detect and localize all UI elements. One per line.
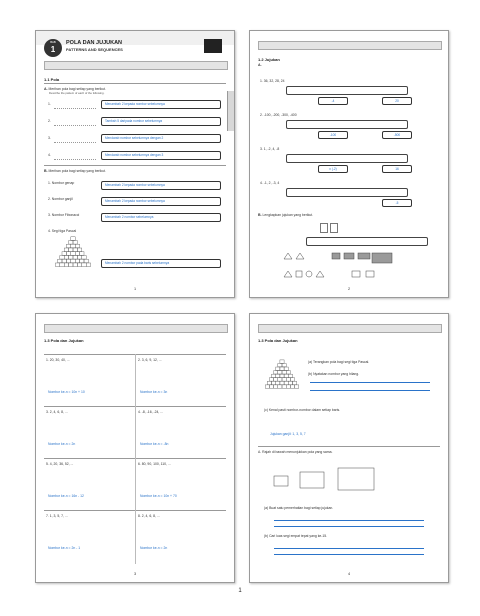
pascal-cell xyxy=(278,378,282,381)
pascal-cell xyxy=(80,259,84,263)
standard-tab-bar-3 xyxy=(44,324,228,333)
pola-box-1[interactable] xyxy=(286,86,408,95)
answer-box-pascal[interactable]: Menambah 2 nombor pada baris sebelumnya xyxy=(101,259,221,268)
seq-row-1: 1. 36, 32, 28, 24 xyxy=(260,79,285,83)
row-a-1-num: 1. xyxy=(48,102,51,106)
question-d-4: (a) Buat satu pemerhatian bagi setiap jujukan. xyxy=(264,506,334,510)
pascal-cell xyxy=(71,259,75,263)
pascal-cell xyxy=(71,252,75,256)
row-a-2-num: 2. xyxy=(48,119,51,123)
pascal-cell xyxy=(66,244,70,248)
question-e-4: (b) Cari luas segi empat tepat yang ke-15. xyxy=(264,534,328,538)
pascal-cell xyxy=(286,378,290,381)
pascal-cell xyxy=(69,248,73,252)
pascal-cell xyxy=(280,367,284,370)
pascal-cell xyxy=(269,378,273,381)
item-5-seq: 5. 4, 20, 36, 52, ... xyxy=(46,462,74,466)
pascal-cell xyxy=(276,381,280,384)
page-1-number: 1 xyxy=(133,287,137,291)
pascal-cell xyxy=(280,374,284,377)
pascal-cell xyxy=(274,385,278,388)
rectangles-figure xyxy=(270,464,430,498)
pascal-cell xyxy=(278,363,282,366)
item-5-ans[interactable]: Nombor ke-n = 16n - 12 xyxy=(48,494,84,498)
pascal-cell xyxy=(278,371,282,374)
pascal-cell xyxy=(71,244,75,248)
pascal-cell xyxy=(69,263,73,267)
answer-3b[interactable]: 16 xyxy=(382,165,412,173)
section-title: 1.1 Pola xyxy=(44,77,60,82)
answer-c-4[interactable]: Jujukan ganjil: 1, 3, 5, 7 xyxy=(270,432,306,436)
question-a2-4: A. Rajah di bawah menunjukkan pola yang sama. xyxy=(258,450,333,454)
item-4-seq: 4. -8, -16, -24, ... xyxy=(138,410,164,414)
pascal-cell xyxy=(77,248,81,252)
page-3 xyxy=(35,313,235,583)
pascal-cell xyxy=(286,385,290,388)
pascal-cell xyxy=(64,256,68,260)
pascal-cell xyxy=(60,263,64,267)
answer-box-a-2[interactable]: Tambah 5 daripada nombor sebelumnya xyxy=(101,117,221,126)
standard-tab-bar-4 xyxy=(258,324,442,333)
answer-box-a-1[interactable]: Menambah 2 kepada nombor sebelumnya xyxy=(101,100,221,109)
pascal-cell xyxy=(290,378,294,381)
pascal-cell xyxy=(286,371,290,374)
pascal-cell xyxy=(77,256,81,260)
pascal-cell xyxy=(282,385,286,388)
pascal-cell xyxy=(62,252,66,256)
item-2-ans[interactable]: Nombor ke-n = 3n xyxy=(140,390,168,394)
pascal-cell xyxy=(69,241,73,245)
pascal-cell xyxy=(276,367,280,370)
pascal-cell xyxy=(60,256,64,260)
pascal-triangle-figure xyxy=(52,235,94,271)
item-4-ans[interactable]: Nombor ke-n = -8n xyxy=(140,442,169,446)
pascal-cell xyxy=(269,385,273,388)
row-b-4: 4. Segi tiga Pascal xyxy=(48,229,77,233)
chapter-badge: BAB 1 xyxy=(44,39,62,57)
pascal-cell xyxy=(73,248,77,252)
pascal-cell xyxy=(86,263,90,267)
page-1 xyxy=(35,30,235,298)
item-1-seq: 1. 20, 30, 40, ... xyxy=(46,358,70,362)
item-7-ans[interactable]: Nombor ke-n = 2n - 1 xyxy=(48,546,81,550)
pascal-cell xyxy=(80,252,84,256)
answer-box-a-4[interactable]: Mendarab nombor sebelumnya dengan 3 xyxy=(101,151,221,160)
pascal-cell xyxy=(284,374,288,377)
blank-cell-1[interactable] xyxy=(320,223,328,233)
page-4-number: 4 xyxy=(347,572,351,576)
row-a-4-num: 4. xyxy=(48,153,51,157)
pascal-cell xyxy=(82,256,86,260)
pascal-cell xyxy=(284,367,288,370)
standard-tab-bar-2 xyxy=(258,41,442,50)
pascal-cell xyxy=(73,241,77,245)
standard-tab-bar xyxy=(44,61,228,70)
document-page-number: 1 xyxy=(238,588,242,594)
logo-icon xyxy=(204,39,222,53)
pascal-cell xyxy=(272,381,276,384)
page-2-number: 2 xyxy=(347,287,351,291)
pascal-cell xyxy=(77,263,81,267)
pascal-cell xyxy=(267,381,271,384)
seq-row-3: 3. 1, -2, 4, -8 xyxy=(260,147,280,151)
page-3-number: 3 xyxy=(133,572,137,576)
pascal-cell xyxy=(295,385,299,388)
answer-box-b-1[interactable]: Menambah 2 kepada nombor sebelumnya xyxy=(101,181,221,190)
pascal-cell xyxy=(66,252,70,256)
pascal-cell xyxy=(284,381,288,384)
dots-figure-3 xyxy=(54,134,96,143)
section-title-2: 1.2 Jujukan xyxy=(258,57,280,62)
pascal-cell xyxy=(278,385,282,388)
question-a-4: (a) Terangkan pola bagi segi tiga Pascal. xyxy=(308,360,370,364)
answer-3a[interactable]: x (-2) xyxy=(318,165,348,173)
column-divider xyxy=(135,354,136,564)
pascal-cell xyxy=(73,263,77,267)
item-6-seq: 6. 80, 90, 100, 110, ... xyxy=(138,462,171,466)
pola-box-2[interactable] xyxy=(286,120,408,129)
pascal-cell xyxy=(282,363,286,366)
pascal-cell xyxy=(293,381,297,384)
pascal-cell xyxy=(274,371,278,374)
fraction-sequence-row xyxy=(262,223,432,233)
pascal-cell xyxy=(66,259,70,263)
pascal-cell xyxy=(288,374,292,377)
answer-4b[interactable]: -5 xyxy=(382,199,412,207)
pascal-cell xyxy=(64,263,68,267)
pascal-cell xyxy=(290,385,294,388)
seq-row-2: 2. -100, -200, -300, -400 xyxy=(260,113,297,117)
answer-2b[interactable]: -500 xyxy=(382,131,412,139)
question-b-label: B. Merihan pola bagi setiap yang berikut. xyxy=(44,169,106,173)
section-title-3: 1.3 Pola dan Jujukan xyxy=(44,338,84,343)
answer-1a[interactable]: -4 xyxy=(318,97,348,105)
item-3-seq: 3. 2, 4, 6, 8, ... xyxy=(46,410,68,414)
pola-box-3[interactable] xyxy=(286,154,408,163)
question-b-4: (b) Nyatakan nombor yang hilang. xyxy=(308,372,360,376)
pascal-cell xyxy=(55,263,59,267)
pascal-cell xyxy=(71,237,75,241)
item-8-seq: 8. 2, 4, 6, 8, ... xyxy=(138,514,160,518)
answer-1b[interactable]: 20 xyxy=(382,97,412,105)
pascal-cell xyxy=(272,374,276,377)
item-6-ans[interactable]: Nombor ke-n = 10n + 70 xyxy=(140,494,177,498)
pascal-triangle-figure-2 xyxy=(262,358,302,396)
row-b-2: 2. Nombor ganjil xyxy=(48,197,73,201)
pascal-cell xyxy=(288,381,292,384)
pola-box-4[interactable] xyxy=(286,188,408,197)
answer-box-a-3[interactable]: Mendarab nombor sebelumnya dengan 2 xyxy=(101,134,221,143)
pascal-cell xyxy=(75,252,79,256)
chapter-subtitle: PATTERNS AND SEQUENCES xyxy=(66,47,123,52)
question-b-label-2: B. Lengkapkan jujukan yang berikut. xyxy=(258,213,314,217)
dots-figure-4 xyxy=(54,151,96,160)
pascal-cell xyxy=(280,381,284,384)
question-a-label: A. Merihan pola bagi setiap yang berikut. xyxy=(44,87,106,91)
shapes-sequence-figure xyxy=(262,249,432,289)
question-c-4: (c) Kenal pasti nombor-nombor dalam setiap baris. xyxy=(264,408,341,412)
pascal-cell xyxy=(265,385,269,388)
pascal-cell xyxy=(274,378,278,381)
pascal-cell xyxy=(84,259,88,263)
pascal-cell xyxy=(73,256,77,260)
item-8-ans[interactable]: Nombor ke-n = 2n xyxy=(140,546,168,550)
pascal-cell xyxy=(276,374,280,377)
row-b-3: 3. Nombor Fibonacci xyxy=(48,213,80,217)
seq-row-4: 4. -1, 2, -3, 4 xyxy=(260,181,280,185)
dots-figure-1 xyxy=(54,100,96,109)
blank-cell-2[interactable] xyxy=(330,223,338,233)
question-a-sub: Describe the pattern of each of the following. xyxy=(49,91,105,95)
item-2-seq: 2. 3, 6, 9, 12, ... xyxy=(138,358,162,362)
side-tab xyxy=(227,91,234,131)
row-b-1: 1. Nombor genap xyxy=(48,181,75,185)
page-2 xyxy=(249,30,449,298)
pascal-cell xyxy=(58,259,62,263)
question-a-label-2: A. xyxy=(258,63,262,67)
item-3-ans[interactable]: Nombor ke-n = 2n xyxy=(48,442,76,446)
answer-box-b-2[interactable]: Menambah 2 kepada nombor sebelumnya xyxy=(101,197,221,206)
pascal-cell xyxy=(62,259,66,263)
section-title-4: 1.3 Pola dan Jujukan xyxy=(258,338,298,343)
dots-figure-2 xyxy=(54,117,96,126)
sequence-answer-box[interactable] xyxy=(306,237,428,246)
answer-2a[interactable]: -100 xyxy=(318,131,348,139)
pascal-cell xyxy=(64,248,68,252)
pascal-cell xyxy=(75,259,79,263)
pascal-cell xyxy=(280,360,284,363)
chapter-title: POLA DAN JUJUKAN xyxy=(66,40,123,46)
pascal-cell xyxy=(75,244,79,248)
pascal-cell xyxy=(282,378,286,381)
pascal-cell xyxy=(82,263,86,267)
row-a-3-num: 3. xyxy=(48,136,51,140)
pascal-cell xyxy=(69,256,73,260)
item-1-ans[interactable]: Nombor ke-n = 10n + 10 xyxy=(48,390,85,394)
page-4 xyxy=(249,313,449,583)
answer-box-b-3[interactable]: Menambah 2 nombor sebelumnya xyxy=(101,213,221,222)
item-7-seq: 7. 1, 3, 5, 7, ... xyxy=(46,514,68,518)
pascal-cell xyxy=(282,371,286,374)
